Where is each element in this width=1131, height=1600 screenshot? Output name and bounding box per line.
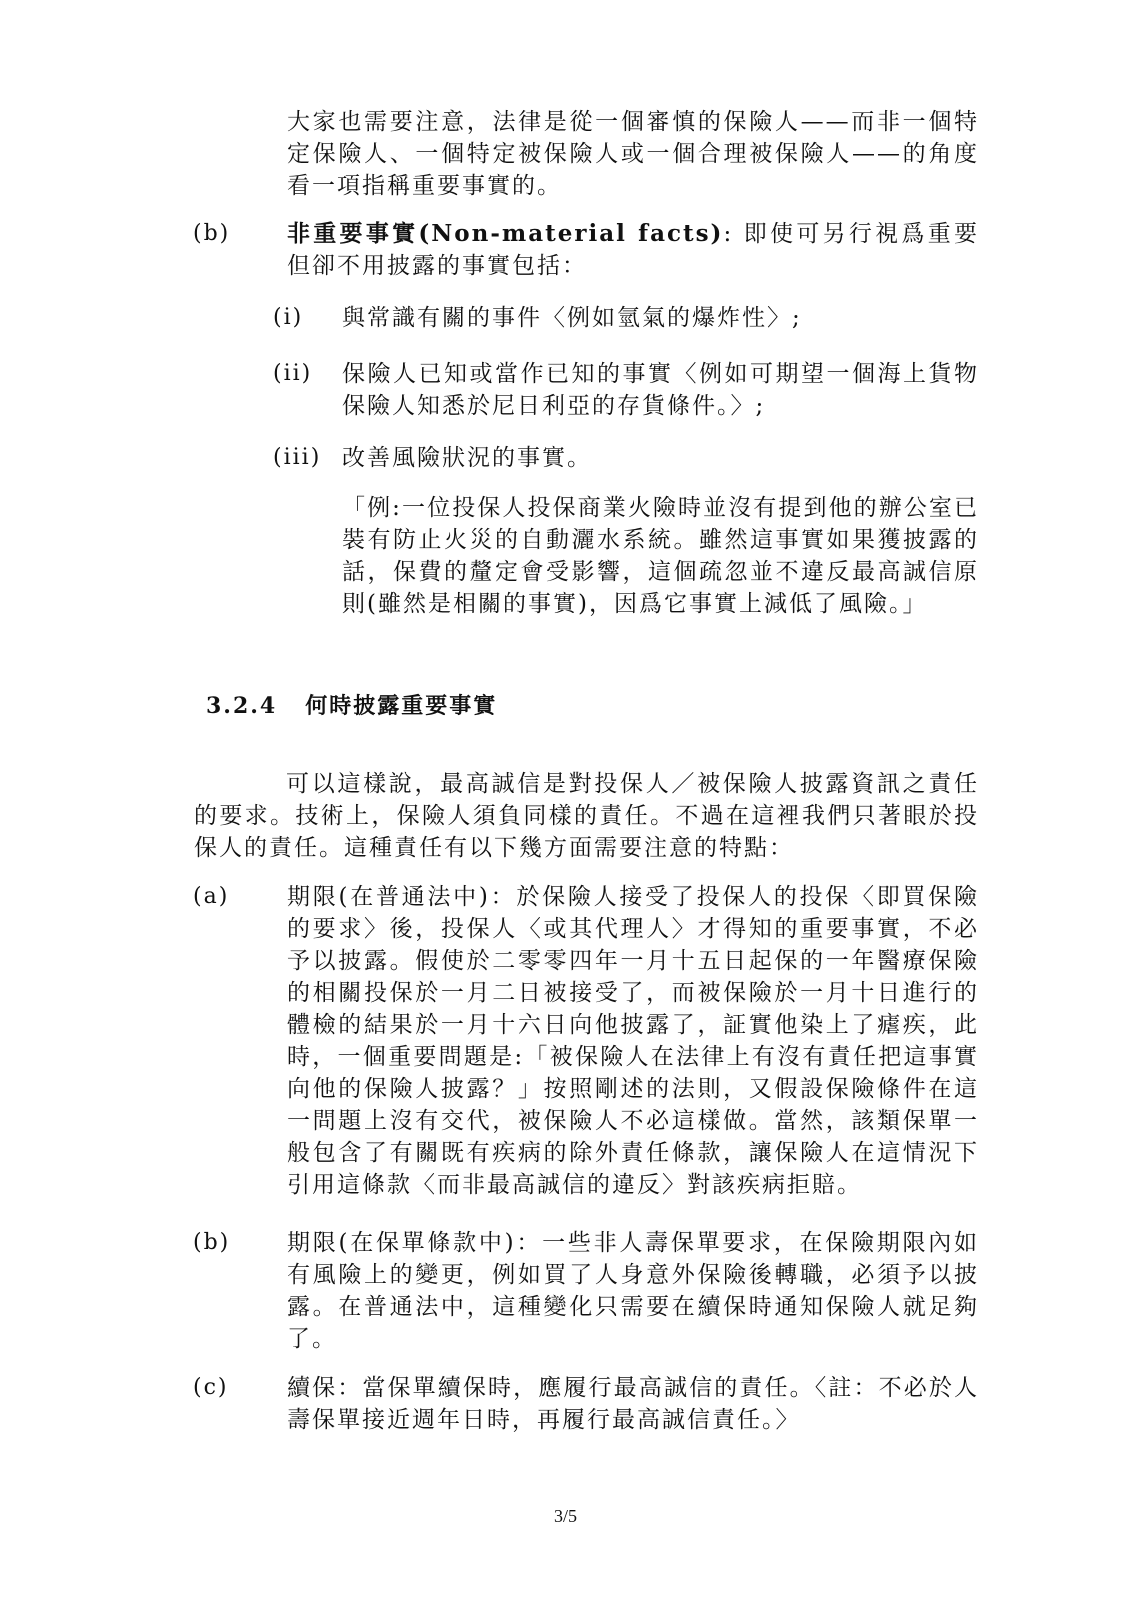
item-b-label: (b) (193, 221, 231, 246)
item-b-paragraph (287, 218, 979, 282)
example-quote: 「例:一位投保人投保商業火險時並沒有提到他的辦公室已裝有防止火災的自動灑水系統。雖然這事實如果獲披露的話，保費的釐定會受影響，這個疏忽並不違反最高誠信原則(雖然是相關的事實)，因爲它事實上減低了風險。」 (342, 495, 979, 617)
section-title: 何時披露重要事實 (305, 693, 498, 719)
sub-item-i-text: 與常識有關的事件〈例如氫氣的爆炸性〉; (342, 305, 802, 331)
sub-item-ii-text: 保險人已知或當作已知的事實〈例如可期望一個海上貨物保險人知悉於尼日利亞的存貨條件。〉; (342, 361, 979, 419)
sub-item-iii-text: 改善風險狀況的事實。 (342, 445, 592, 471)
point-c-text: 續保：當保單續保時，應履行最高誠信的責任。〈註：不必於人壽保單接近週年日時，再履行最高誠信責任。〉 (287, 1375, 979, 1433)
sub-item-ii-label: (ii) (273, 361, 313, 386)
point-a-label: (a) (193, 884, 230, 909)
sub-item-iii-label: (iii) (273, 445, 322, 470)
point-a-text: 期限(在普通法中)：於保險人接受了投保人的投保〈即買保險的要求〉後，投保人〈或其代理人〉才得知的重要事實，不必予以披露。假使於二零零四年一月十五日起保的一年醫療保險的相關投保於一月二日被接受了，而被保險於一月十日進行的體檢的結果於一月十六日向他披露了，証實他染上了瘧疾，此時，一個重要問題是:「被保險人在法律上有沒有責任把這事實向他的保險人披露？」按照剛述的法則，又假設保險條件在這一問題上沒有交代，被保險人不必這樣做。當然，該類保單一般包含了有關既有疾病的除外責任條款，讓保險人在這情況下引用這條款〈而非最高誠信的違反〉對該疾病拒賠。 (287, 884, 979, 1198)
page-number: 3/5 (553, 1506, 577, 1526)
point-c-label: (c) (193, 1375, 229, 1400)
item-b-term: 非重要事實(Non-material facts) (287, 220, 724, 247)
item-b-text: : 即使可另行視爲重要但卻不用披露的事實包括： (287, 221, 979, 279)
sub-item-i-label: (i) (273, 305, 304, 330)
intro-paragraph: 大家也需要注意，法律是從一個審慎的保險人——而非一個特定保險人、一個特定被保險人或一個合理被保險人——的角度看一項指稱重要事實的。 (287, 109, 979, 199)
point-b-label: (b) (193, 1230, 231, 1255)
section-intro: 可以這樣說，最高誠信是對投保人／被保險人披露資訊之責任的要求。技術上，保險人須負同樣的責任。不過在這裡我們只著眼於投保人的責任。這種責任有以下幾方面需要注意的特點： (194, 771, 979, 861)
section-number: 3.2.4 (206, 693, 278, 719)
section-heading (206, 690, 497, 722)
point-b-text: 期限(在保單條款中)：一些非人壽保單要求，在保險期限內如有風險上的變更，例如買了人身意外保險後轉職，必須予以披露。在普通法中，這種變化只需要在續保時通知保險人就足夠了。 (287, 1230, 979, 1352)
